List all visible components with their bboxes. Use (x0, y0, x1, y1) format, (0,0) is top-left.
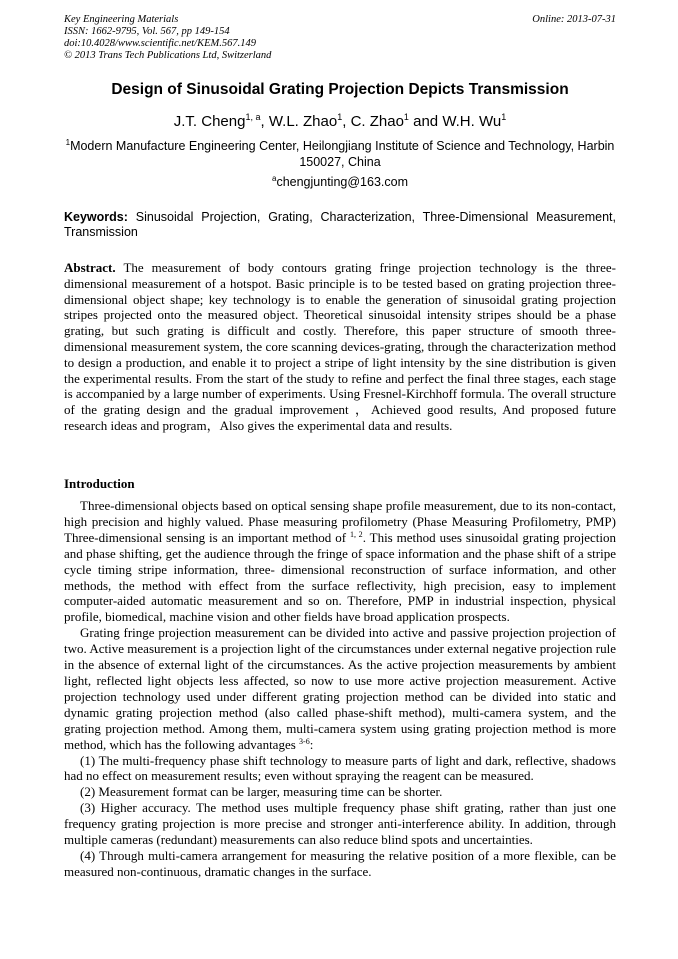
journal-name: Key Engineering Materials (64, 14, 179, 25)
author-email (64, 174, 616, 190)
affiliation (64, 138, 616, 170)
email-sup: a (272, 174, 277, 183)
author-sup: 1 (337, 112, 343, 122)
paragraph-text: . This method uses sinusoidal grating projection and phase shifting, get the audience through the fringe of space information and the phase shift of a stripe cycle timing stripe information, three- dimensional reconstruction of surface information, and other methods, the method with effect from the surface reflectivity, high precision, easy to implement computer-aided automatic measurement and so on. Therefore, PMP in industrial inspection, physical profile, biomedical, machine vision and other fields have broad application prospects. (64, 529, 617, 625)
author-name: J.T. Cheng (173, 113, 246, 130)
copyright-line: © 2013 Trans Tech Publications Ltd, Switzerland (64, 50, 272, 61)
section-title-introduction: Introduction (64, 476, 135, 491)
list-item: (3) Higher accuracy. The method uses multiple frequency phase shift grating, rather than just one frequency grating projection is more precise and stronger anti-interference ability. In addition, through multiple cameras (redundant) measurements can also reduce blind spots and uncertainties. (64, 800, 616, 848)
keywords (64, 210, 616, 240)
abstract-text: The measurement of body contours grating fringe projection technology is the three-dimensional measurement of a hotspot. Basic principle is to be tested based on grating projection three-dimensional object shape; key technology is to enable the generation of sinusoidal grating projection stripes projected onto the measured object. Theoretical sinusoidal intensity stripes should be a phase grating, but such grating is difficult and costly. Therefore, this paper structure of smooth three-dimensional measurement system, the core scanning devices-grating, through the characterization method to design a production, and enable it to project a stripe of light intensity by the sine distribution is given the experimental results. From the start of the study to refine and perfect the final three stages, each stage is accompanied by a large number of experiments. Using Fresnel-Kirchhoff formula. The overall structure of the grating design and the gradual improvement ，Achieved good results, And proposed future research ideas and program，Also gives the experimental data and results. (64, 260, 617, 433)
author-name: W.H. Wu (442, 113, 502, 130)
list-item: (1) The multi-frequency phase shift technology to measure parts of light and dark, reflective, shadows had no effect on measurement results; even without spraying the reagent can be measured. (64, 752, 616, 784)
list-item: (4) Through multi-camera arrangement for measuring the relative position of a more flexible, can be measured non-continuous, dramatic changes in the surface. (64, 847, 616, 879)
author-sup: 1, a (245, 112, 261, 122)
author-sup: 1 (501, 112, 507, 122)
author-sup: 1 (403, 112, 409, 122)
online-date: Online: 2013-07-31 (532, 14, 616, 25)
issn-line: ISSN: 1662-9795, Vol. 567, pp 149-154 (64, 26, 230, 37)
citation-sup: 1, 2 (350, 529, 363, 539)
abstract-label: Abstract. (64, 260, 116, 275)
author-name: C. Zhao (350, 113, 404, 130)
abstract (64, 260, 616, 434)
author-separator: and (408, 113, 443, 130)
paper-title: Design of Sinusoidal Grating Projection Depicts Transmission (111, 81, 569, 98)
paragraph-text: : (309, 736, 314, 752)
affiliation-text: Modern Manufacture Engineering Center, Heilongjiang Institute of Science and Technology, Harbin 150027, China (70, 139, 615, 169)
keywords-text: Sinusoidal Projection, Grating, Characterization, Three-Dimensional Measurement, Transmission (64, 210, 616, 239)
author-separator: , (260, 113, 269, 130)
author-separator: , (342, 113, 351, 130)
journal-header (64, 14, 616, 62)
affiliation-sup: 1 (65, 138, 71, 147)
paragraph (64, 625, 616, 752)
doi-line: doi:10.4028/www.scientific.net/KEM.567.149 (64, 38, 256, 49)
keywords-label: Keywords: (64, 210, 128, 224)
author-name: W.L. Zhao (268, 113, 338, 130)
paragraph-text: Grating fringe projection measurement can be divided into active and passive projection projection of two. Active measurement is a projection light of the circumstances under external negative projection rule in the absence of external light of the circumstances. As the active projection measurements by ambient light, reflected light objects less affected, so now to use more active projection measurement. Active projection technology used under different grating projection method can be divided into static and dynamic grating projection method (also called phase-shift method), multi-camera system, and the grating projection method. Among them, multi-camera system using grating projection method is more method, which has the following advantages (64, 625, 616, 752)
citation-sup: 3-6 (299, 736, 310, 746)
introduction-body (64, 498, 616, 880)
list-item: (2) Measurement format can be larger, measuring time can be shorter. (80, 784, 443, 800)
paragraph (64, 498, 616, 625)
paragraph-text: Three-dimensional objects based on optical sensing shape profile measurement, due to its non-contact, high precision and highly valued. Phase measuring profilometry (Phase Measuring Profilometry, PMP) Three-dimensional sensing is an important method of (64, 498, 616, 545)
email-text: chengjunting@163.com (276, 175, 408, 189)
author-list (64, 112, 616, 132)
